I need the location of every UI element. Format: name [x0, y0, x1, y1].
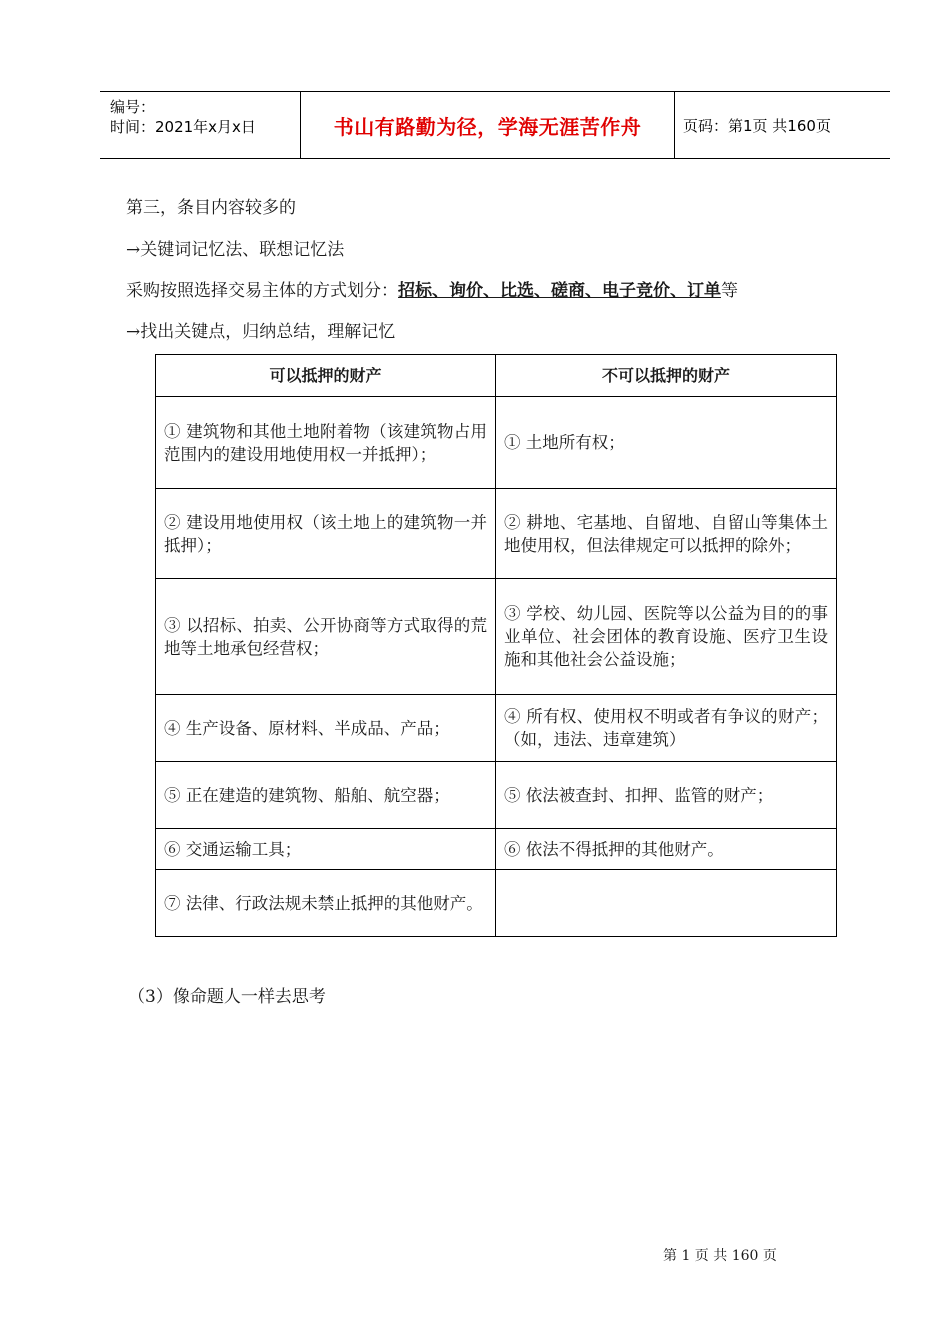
table-row — [156, 695, 837, 762]
table-row — [156, 829, 837, 870]
header-motto-cell — [301, 92, 675, 158]
table-cell: ② 建设用地使用权（该土地上的建筑物一并抵押）； — [156, 489, 496, 579]
page-footer: 第 1 页 共 160 页 — [663, 1248, 777, 1264]
table-row — [156, 762, 837, 829]
line3-bold: 招标、询价、比选、磋商、电子竞价、订单 — [398, 281, 721, 301]
collateral-table — [155, 354, 837, 937]
header-page-cell — [675, 92, 890, 158]
line3-suffix: 等 — [721, 281, 738, 301]
table-cell: ③ 学校、幼儿园、医院等以公益为目的的事业单位、社会团体的教育设施、医疗卫生设施和其他社会公益设施； — [496, 579, 837, 695]
table-cell: ④ 生产设备、原材料、半成品、产品； — [156, 695, 496, 762]
table-header-not-mortgageable: 不可以抵押的财产 — [496, 355, 837, 397]
table-cell: ③ 以招标、拍卖、公开协商等方式取得的荒地等土地承包经营权； — [156, 579, 496, 695]
table-header-row — [156, 355, 837, 397]
text-line-1: 第三，条目内容较多的 — [126, 198, 296, 218]
table-cell: ⑤ 正在建造的建筑物、船舶、航空器； — [156, 762, 496, 829]
time-label: 时间：2021年x月x日 — [110, 118, 256, 136]
table-cell: ④ 所有权、使用权不明或者有争议的财产；（如，违法、违章建筑） — [496, 695, 837, 762]
table-cell: ⑥ 交通运输工具； — [156, 829, 496, 870]
table-cell — [496, 870, 837, 937]
header-meta-cell — [100, 92, 301, 158]
page-info: 页码：第1页 共160页 — [683, 116, 831, 135]
page-header — [100, 91, 890, 159]
table-cell: ① 建筑物和其他土地附着物（该建筑物占用范围内的建设用地使用权一并抵押）； — [156, 397, 496, 489]
motto: 书山有路勤为径，学海无涯苦作舟 — [333, 114, 642, 139]
table-row — [156, 870, 837, 937]
text-line-4: →找出关键点，归纳总结，理解记忆 — [126, 322, 396, 342]
table-cell: ⑦ 法律、行政法规未禁止抵押的其他财产。 — [156, 870, 496, 937]
text-line-3 — [126, 276, 738, 301]
text-line-2: →关键词记忆法、联想记忆法 — [126, 240, 345, 260]
line3-prefix: 采购按照选择交易主体的方式划分： — [126, 281, 398, 301]
table-header-mortgageable: 可以抵押的财产 — [156, 355, 496, 397]
table-cell: ① 土地所有权； — [496, 397, 837, 489]
table-row — [156, 489, 837, 579]
table-cell: ⑥ 依法不得抵押的其他财产。 — [496, 829, 837, 870]
table-row — [156, 397, 837, 489]
table-row — [156, 579, 837, 695]
table-cell: ② 耕地、宅基地、自留地、自留山等集体土地使用权，但法律规定可以抵押的除外； — [496, 489, 837, 579]
text-after-table: （3）像命题人一样去思考 — [128, 987, 326, 1007]
code-label: 编号： — [110, 98, 156, 116]
table-cell: ⑤ 依法被查封、扣押、监管的财产； — [496, 762, 837, 829]
